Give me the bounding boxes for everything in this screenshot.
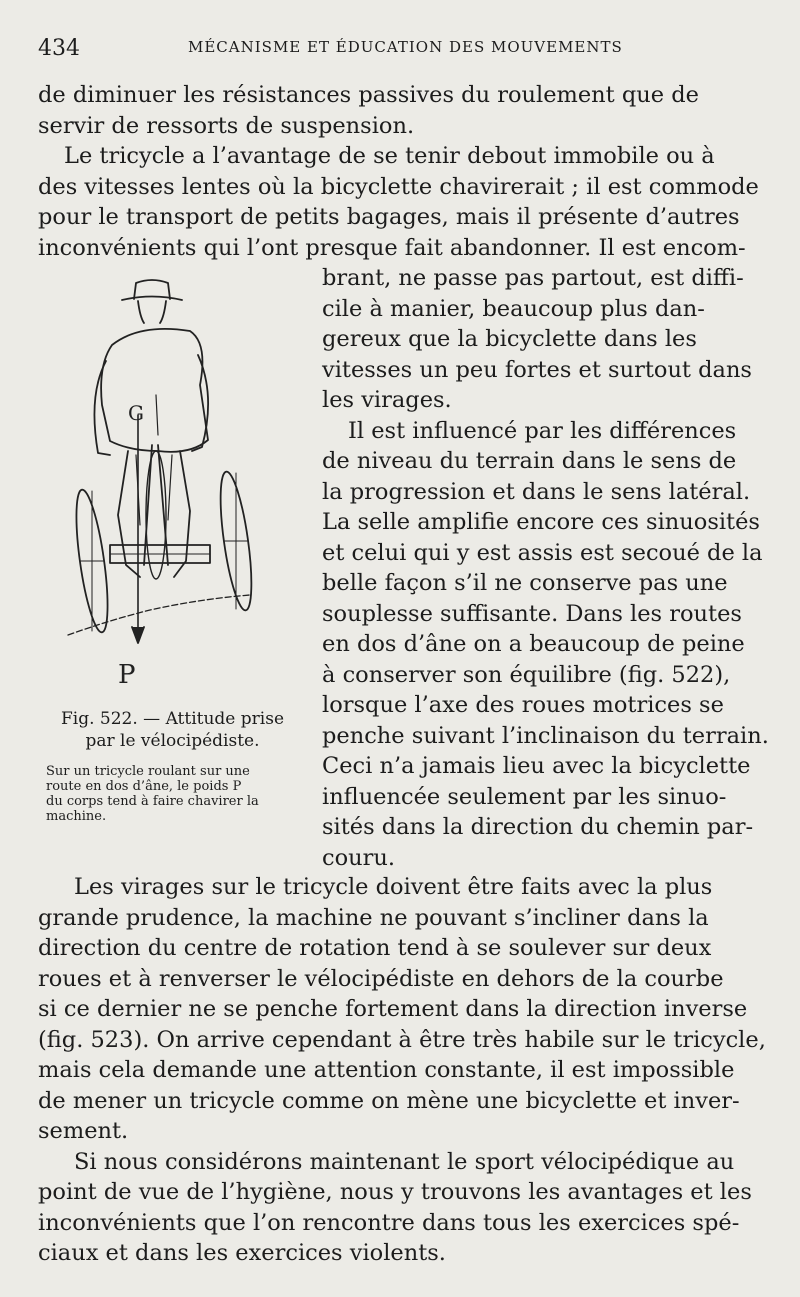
text-line: La selle amplifie encore ces sinuosités xyxy=(322,509,760,535)
text-line: ciaux et dans les exercices violents. xyxy=(38,1240,446,1266)
text-line: couru. xyxy=(322,844,396,871)
text-line: gereux que la bicyclette dans les xyxy=(322,326,697,352)
text-line: sités dans la direction du chemin par- xyxy=(322,814,754,840)
text-line: Les virages sur le tricycle doivent être faits avec la plus xyxy=(74,874,713,900)
text-line: si ce dernier ne se penche fortement dans la direction inverse xyxy=(38,996,748,1022)
text-line: servir de ressorts de suspension. xyxy=(38,112,415,139)
text-line: à conserver son équilibre (fig. 522), xyxy=(322,661,731,688)
text-line: les virages. xyxy=(322,387,452,413)
text-line: inconvénients qui l’ont presque fait abandonner. Il est encom- xyxy=(38,234,746,261)
caption-title-line: Fig. 522. — Attitude prise xyxy=(60,709,285,729)
text-line: inconvénients que l’on rencontre dans tous les exercices spé- xyxy=(38,1209,740,1236)
text-line: Ceci n’a jamais lieu avec la bicyclette xyxy=(322,753,751,779)
bottom-paragraphs xyxy=(38,872,766,1269)
text-line: et celui qui y est assis est secoué de la xyxy=(322,539,763,566)
caption-title-line: par le vélocipédiste. xyxy=(85,731,260,751)
caption-detail-line: Sur un tricycle roulant sur une xyxy=(46,764,250,779)
text-line: lorsque l’axe des roues motrices se xyxy=(322,692,724,718)
text-line: souplesse suffisante. Dans les routes xyxy=(322,600,742,627)
text-line: cile à manier, beaucoup plus dan- xyxy=(322,295,705,322)
text-line: direction du centre de rotation tend à se soulever sur deux xyxy=(38,935,712,961)
text-line: pour le transport de petits bagages, mais il présente d’autres xyxy=(38,204,740,230)
page-number: 434 xyxy=(38,36,80,61)
center-of-gravity-label: G xyxy=(128,401,144,425)
text-line: grande prudence, la machine ne pouvant s’incliner dans la xyxy=(38,904,709,931)
running-title: MÉCANISME ET ÉDUCATION DES MOUVEMENTS xyxy=(188,38,623,56)
text-line: point de vue de l’hygiène, nous y trouvons les avantages et les xyxy=(38,1179,752,1205)
caption-detail-line: machine. xyxy=(46,809,107,824)
text-line: de diminuer les résistances passives du roulement que de xyxy=(38,82,699,108)
text-line: mais cela demande une attention constante, il est impossible xyxy=(38,1057,735,1083)
text-line: de niveau du terrain dans le sens de xyxy=(322,448,737,474)
text-line: sement. xyxy=(38,1118,129,1144)
text-line: de mener un tricycle comme on mène une bicyclette et inver- xyxy=(38,1087,740,1114)
text-line: belle façon s’il ne conserve pas une xyxy=(322,570,728,596)
text-line: Si nous considérons maintenant le sport vélocipédique au xyxy=(74,1148,735,1175)
text-line: influencée seulement par les sinuo- xyxy=(322,783,727,810)
text-line: (fig. 523). On arrive cependant à être très habile sur le tricycle, xyxy=(38,1026,766,1053)
caption-detail-line: route en dos d’âne, le poids P xyxy=(46,779,242,794)
weight-label: P xyxy=(118,660,136,690)
text-line: Il est influencé par les différences xyxy=(348,417,737,444)
figure-caption xyxy=(40,708,305,752)
caption-detail-line: du corps tend à faire chavirer la xyxy=(46,794,259,809)
tricycle-illustration xyxy=(40,265,310,695)
text-line: roues et à renverser le vélocipédiste en dehors de la courbe xyxy=(38,965,724,992)
text-line: brant, ne passe pas partout, est diffi- xyxy=(322,265,744,291)
text-line: penche suivant l’inclinaison du terrain. xyxy=(322,722,769,749)
text-line: la progression et dans le sens latéral. xyxy=(322,478,751,505)
figure-tricycle-rider xyxy=(40,265,310,695)
top-paragraphs xyxy=(38,80,758,263)
figure-caption-detail xyxy=(46,764,296,824)
page-header xyxy=(38,36,758,62)
text-line: des vitesses lentes où la bicyclette chavirerait ; il est commode xyxy=(38,173,759,200)
text-line: vitesses un peu fortes et surtout dans xyxy=(322,356,752,383)
text-line: Le tricycle a l’avantage de se tenir debout immobile ou à xyxy=(64,143,715,169)
text-line: en dos d’âne on a beaucoup de peine xyxy=(322,631,745,657)
column-paragraphs xyxy=(322,263,769,873)
